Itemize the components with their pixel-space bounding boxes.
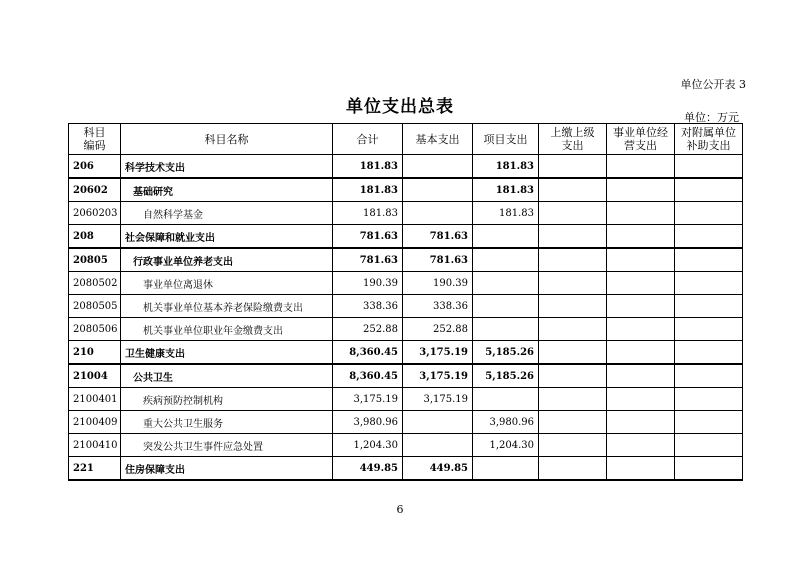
cell-code: 2100410 <box>69 434 121 457</box>
cell-name: 公共卫生 <box>121 364 333 388</box>
cell-remit <box>539 155 607 179</box>
cell-remit <box>539 295 607 318</box>
cell-basic: 3,175.19 <box>403 364 473 388</box>
cell-code: 2080502 <box>69 272 121 295</box>
cell-remit <box>539 248 607 272</box>
cell-total: 8,360.45 <box>333 364 403 388</box>
column-header: 上缴上级 支出 <box>539 124 607 155</box>
cell-basic <box>403 411 473 434</box>
cell-project: 181.83 <box>473 202 539 225</box>
cell-name: 行政事业单位养老支出 <box>121 248 333 272</box>
cell-name: 突发公共卫生事件应急处置 <box>121 434 333 457</box>
cell-project <box>473 318 539 341</box>
cell-basic: 338.36 <box>403 295 473 318</box>
cell-code: 20805 <box>69 248 121 272</box>
cell-subsidy <box>675 434 743 457</box>
cell-remit <box>539 411 607 434</box>
cell-total: 181.83 <box>333 202 403 225</box>
column-header: 基本支出 <box>403 124 473 155</box>
cell-remit <box>539 364 607 388</box>
cell-code: 208 <box>69 225 121 249</box>
table-row <box>69 457 743 481</box>
cell-basic <box>403 155 473 179</box>
cell-project: 181.83 <box>473 155 539 179</box>
cell-total: 449.85 <box>333 457 403 481</box>
cell-operate <box>607 248 675 272</box>
cell-operate <box>607 272 675 295</box>
table-row <box>69 318 743 341</box>
cell-operate <box>607 434 675 457</box>
cell-code: 20602 <box>69 178 121 202</box>
cell-project: 5,185.26 <box>473 364 539 388</box>
cell-remit <box>539 434 607 457</box>
cell-subsidy <box>675 155 743 179</box>
table-row <box>69 388 743 411</box>
table-row <box>69 202 743 225</box>
cell-name: 事业单位离退休 <box>121 272 333 295</box>
cell-operate <box>607 178 675 202</box>
table-row <box>69 272 743 295</box>
unit-label: 单位：万元 <box>684 111 739 124</box>
cell-operate <box>607 202 675 225</box>
cell-total: 8,360.45 <box>333 341 403 365</box>
cell-remit <box>539 225 607 249</box>
document-title: 单位支出总表 <box>346 97 454 117</box>
cell-code: 206 <box>69 155 121 179</box>
cell-project <box>473 225 539 249</box>
page-number: 6 <box>396 503 404 516</box>
cell-project <box>473 388 539 411</box>
cell-subsidy <box>675 411 743 434</box>
cell-project: 5,185.26 <box>473 341 539 365</box>
cell-code: 221 <box>69 457 121 481</box>
cell-total: 3,980.96 <box>333 411 403 434</box>
cell-project: 181.83 <box>473 178 539 202</box>
cell-project: 1,204.30 <box>473 434 539 457</box>
cell-remit <box>539 272 607 295</box>
cell-name: 基础研究 <box>121 178 333 202</box>
cell-code: 2060203 <box>69 202 121 225</box>
cell-subsidy <box>675 225 743 249</box>
cell-total: 1,204.30 <box>333 434 403 457</box>
table-row <box>69 248 743 272</box>
cell-basic: 449.85 <box>403 457 473 481</box>
cell-operate <box>607 457 675 481</box>
cell-code: 210 <box>69 341 121 365</box>
cell-operate <box>607 225 675 249</box>
column-header: 事业单位经 营支出 <box>607 124 675 155</box>
cell-total: 338.36 <box>333 295 403 318</box>
cell-basic: 252.88 <box>403 318 473 341</box>
column-header: 科目名称 <box>121 124 333 155</box>
cell-name: 自然科学基金 <box>121 202 333 225</box>
cell-basic <box>403 178 473 202</box>
cell-subsidy <box>675 272 743 295</box>
cell-name: 机关事业单位基本养老保险缴费支出 <box>121 295 333 318</box>
cell-total: 3,175.19 <box>333 388 403 411</box>
cell-operate <box>607 318 675 341</box>
cell-basic <box>403 202 473 225</box>
cell-total: 252.88 <box>333 318 403 341</box>
table-row <box>69 178 743 202</box>
table-row <box>69 411 743 434</box>
cell-remit <box>539 202 607 225</box>
column-header: 合计 <box>333 124 403 155</box>
cell-total: 181.83 <box>333 178 403 202</box>
column-header: 科目 编码 <box>69 124 121 155</box>
cell-total: 181.83 <box>333 155 403 179</box>
column-header: 对附属单位 补助支出 <box>675 124 743 155</box>
cell-name: 科学技术支出 <box>121 155 333 179</box>
cell-operate <box>607 295 675 318</box>
cell-name: 卫生健康支出 <box>121 341 333 365</box>
table-row <box>69 434 743 457</box>
cell-subsidy <box>675 318 743 341</box>
cell-total: 781.63 <box>333 248 403 272</box>
cell-basic: 3,175.19 <box>403 388 473 411</box>
cell-code: 2080506 <box>69 318 121 341</box>
cell-name: 疾病预防控制机构 <box>121 388 333 411</box>
cell-remit <box>539 318 607 341</box>
cell-basic <box>403 434 473 457</box>
cell-basic: 781.63 <box>403 225 473 249</box>
cell-operate <box>607 364 675 388</box>
table-row <box>69 155 743 179</box>
cell-name: 机关事业单位职业年金缴费支出 <box>121 318 333 341</box>
cell-project <box>473 457 539 481</box>
cell-remit <box>539 388 607 411</box>
table-row <box>69 225 743 249</box>
cell-code: 21004 <box>69 364 121 388</box>
page-label: 单位公开表 3 <box>680 78 746 91</box>
cell-name: 社会保障和就业支出 <box>121 225 333 249</box>
cell-name: 重大公共卫生服务 <box>121 411 333 434</box>
table-row <box>69 295 743 318</box>
cell-basic: 781.63 <box>403 248 473 272</box>
cell-remit <box>539 457 607 481</box>
cell-basic: 190.39 <box>403 272 473 295</box>
cell-remit <box>539 178 607 202</box>
cell-subsidy <box>675 457 743 481</box>
cell-subsidy <box>675 341 743 365</box>
cell-project <box>473 295 539 318</box>
cell-subsidy <box>675 178 743 202</box>
table-row <box>69 364 743 388</box>
expenditure-table <box>68 123 743 481</box>
cell-operate <box>607 155 675 179</box>
cell-code: 2100401 <box>69 388 121 411</box>
cell-project: 3,980.96 <box>473 411 539 434</box>
cell-operate <box>607 388 675 411</box>
cell-code: 2080505 <box>69 295 121 318</box>
cell-subsidy <box>675 202 743 225</box>
cell-remit <box>539 341 607 365</box>
cell-total: 781.63 <box>333 225 403 249</box>
cell-project <box>473 248 539 272</box>
table-header-row <box>69 124 743 155</box>
cell-subsidy <box>675 295 743 318</box>
cell-project <box>473 272 539 295</box>
cell-operate <box>607 411 675 434</box>
cell-name: 住房保障支出 <box>121 457 333 481</box>
cell-total: 190.39 <box>333 272 403 295</box>
column-header: 项目支出 <box>473 124 539 155</box>
cell-basic: 3,175.19 <box>403 341 473 365</box>
table-row <box>69 341 743 365</box>
cell-code: 2100409 <box>69 411 121 434</box>
cell-subsidy <box>675 248 743 272</box>
cell-subsidy <box>675 364 743 388</box>
cell-subsidy <box>675 388 743 411</box>
cell-operate <box>607 341 675 365</box>
